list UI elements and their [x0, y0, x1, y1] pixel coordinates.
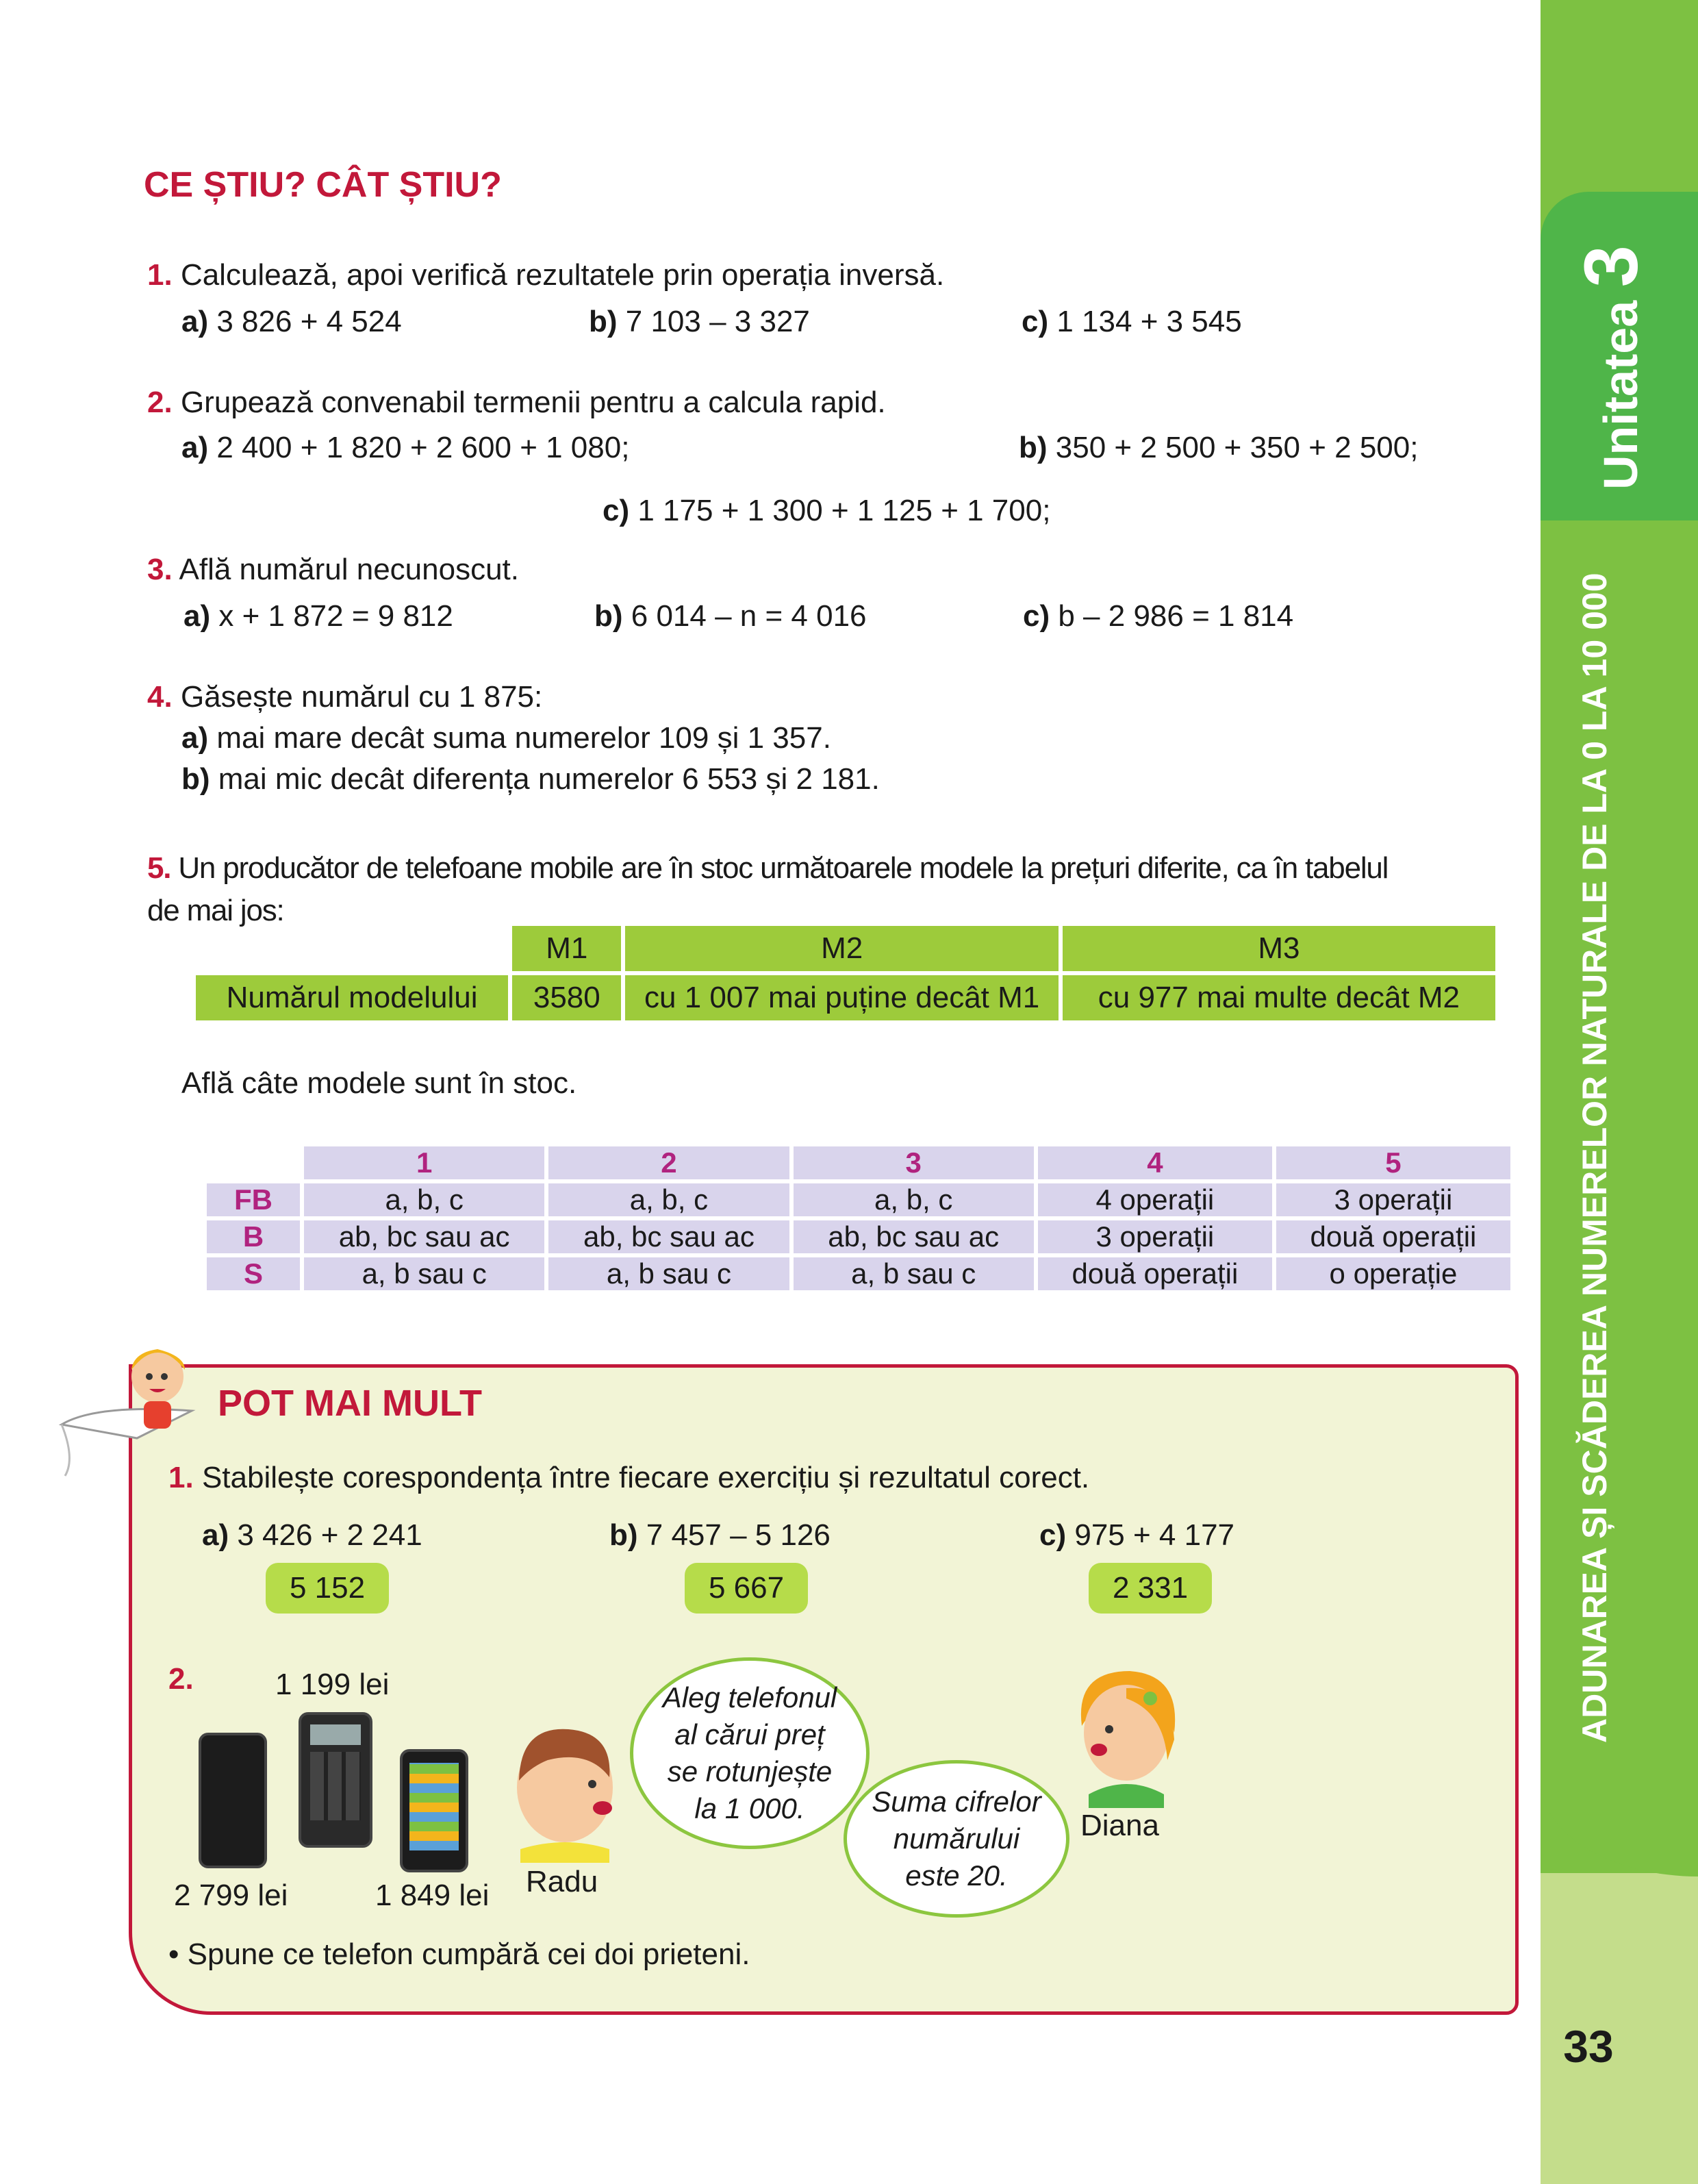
girl-speech-bubble: [844, 1760, 1069, 1918]
pot-mai-mult-title: POT MAI MULT: [218, 1383, 482, 1424]
table-cell: 3580: [512, 975, 621, 1020]
row-label: B: [207, 1220, 300, 1253]
speech-line: la 1 000.: [694, 1792, 805, 1824]
speech-line: Aleg telefonul: [662, 1681, 837, 1714]
page-number: 33: [1563, 2021, 1614, 2072]
table-cell: a, b, c: [548, 1183, 789, 1216]
table-cell: o operație: [1276, 1257, 1510, 1290]
column-header: 5: [1276, 1146, 1510, 1179]
chapter-title: ADUNAREA ȘI SCĂDEREA NUMERELOR NATURALE DE LA 0 LA 10 000: [1575, 573, 1614, 1743]
table-cell: a, b sau c: [548, 1257, 789, 1290]
table-header: M1: [512, 926, 621, 971]
table-cell: 3 operații: [1038, 1220, 1272, 1253]
price-top: 1 199 lei: [275, 1668, 390, 1701]
phone-screen: [409, 1763, 459, 1850]
ex2-statement: 2. Grupează convenabil termenii pentru a calcula rapid.: [147, 386, 886, 419]
table-header: M2: [625, 926, 1058, 971]
ex5-statement: 5. Un producător de telefoane mobile are în stoc următoarele modele la prețuri diferite, ca în tabelul: [147, 851, 1389, 885]
ex3-statement: 3. Află numărul necunoscut.: [147, 553, 520, 586]
ex5-question: Află câte modele sunt în stoc.: [181, 1066, 577, 1100]
pmm-ex1-a: a) 3 426 + 2 241: [202, 1518, 422, 1552]
answer-card[interactable]: 2 331: [1089, 1563, 1212, 1614]
phone-3-icon: [400, 1749, 468, 1872]
ex1-a: a) 3 826 + 4 524: [181, 305, 402, 338]
price-right: 1 849 lei: [375, 1879, 490, 1912]
pmm-ex1-c: c) 975 + 4 177: [1039, 1518, 1235, 1552]
answer-card[interactable]: 5 667: [685, 1563, 808, 1614]
table-row: [207, 1146, 1510, 1179]
table-header: M3: [1063, 926, 1495, 971]
table-cell: 3 operații: [1276, 1183, 1510, 1216]
ex2-b: b) 350 + 2 500 + 350 + 2 500;: [1019, 431, 1419, 464]
speech-line: este 20.: [905, 1859, 1008, 1892]
speech-line: numărului: [893, 1822, 1020, 1855]
girl-diana-illustration: [1061, 1657, 1191, 1808]
table-cell: a, b sau c: [304, 1257, 544, 1290]
table-cell: cu 977 mai multe decât M2: [1063, 975, 1495, 1020]
table-row: [196, 975, 1495, 1020]
phone-screen: [310, 1724, 361, 1745]
ex1-c: c) 1 134 + 3 545: [1022, 305, 1242, 338]
pmm-ex1-b: b) 7 457 – 5 126: [609, 1518, 831, 1552]
ex3-a: a) x + 1 872 = 9 812: [183, 599, 453, 633]
speech-line: al cărui preț: [674, 1718, 825, 1750]
table-cell: ab, bc sau ac: [794, 1220, 1034, 1253]
girl-name: Diana: [1080, 1809, 1159, 1842]
table-cell: două operații: [1038, 1257, 1272, 1290]
table-cell: a, b sau c: [794, 1257, 1034, 1290]
boy-name: Radu: [526, 1865, 598, 1898]
table-row: [207, 1257, 1510, 1290]
speech-line: se rotunjește: [667, 1755, 833, 1787]
table-cell: a, b, c: [794, 1183, 1034, 1216]
pmm-ex2-question: • Spune ce telefon cumpără cei doi prieteni.: [168, 1937, 750, 1971]
table-cell: a, b, c: [304, 1183, 544, 1216]
boy-radu-illustration: [507, 1712, 623, 1863]
pmm-ex2-number: 2.: [168, 1662, 194, 1696]
price-left: 2 799 lei: [174, 1879, 288, 1912]
ex2-c: c) 1 175 + 1 300 + 1 125 + 1 700;: [603, 494, 1051, 527]
section-title: CE ȘTIU? CÂT ȘTIU?: [144, 165, 502, 205]
phone-keypad: [310, 1752, 361, 1820]
table-row: [207, 1220, 1510, 1253]
ex3-c: c) b – 2 986 = 1 814: [1023, 599, 1294, 633]
column-header: 4: [1038, 1146, 1272, 1179]
ex4-b: b) mai mic decât diferența numerelor 6 553 și 2 181.: [181, 762, 880, 796]
boy-speech-bubble: [630, 1657, 870, 1849]
column-header: 1: [304, 1146, 544, 1179]
ex5-statement-2: de mai jos:: [147, 894, 284, 927]
column-header: 2: [548, 1146, 789, 1179]
ex2-a: a) 2 400 + 1 820 + 2 600 + 1 080;: [181, 431, 630, 464]
phone-2-icon: [299, 1712, 372, 1848]
models-table: [192, 922, 1499, 1025]
row-label: Numărul modelului: [196, 975, 508, 1020]
table-cell: 4 operații: [1038, 1183, 1272, 1216]
evaluation-table: [203, 1142, 1515, 1294]
column-header: 3: [794, 1146, 1034, 1179]
ex4-a: a) mai mare decât suma numerelor 109 și 1 357.: [181, 721, 831, 755]
row-label: FB: [207, 1183, 300, 1216]
table-row: [196, 926, 1495, 971]
phone-1-icon: [199, 1733, 267, 1868]
table-row: [207, 1183, 1510, 1216]
ex3-b: b) 6 014 – n = 4 016: [594, 599, 867, 633]
table-cell: ab, bc sau ac: [304, 1220, 544, 1253]
table-cell: cu 1 007 mai puține decât M1: [625, 975, 1058, 1020]
row-label: S: [207, 1257, 300, 1290]
ex1-statement: 1. Calculează, apoi verifică rezultatele prin operația inversă.: [147, 258, 945, 292]
table-cell: ab, bc sau ac: [548, 1220, 789, 1253]
ex4-statement: 4. Găsește numărul cu 1 875:: [147, 680, 543, 714]
unit-label: Unitatea 3: [1569, 245, 1653, 490]
answer-card[interactable]: 5 152: [266, 1563, 389, 1614]
table-cell: două operații: [1276, 1220, 1510, 1253]
pmm-ex1-statement: 1. Stabilește corespondența între fiecare exercițiu și rezultatul corect.: [168, 1461, 1090, 1494]
speech-line: Suma cifrelor: [872, 1785, 1041, 1818]
ex1-b: b) 7 103 – 3 327: [589, 305, 810, 338]
